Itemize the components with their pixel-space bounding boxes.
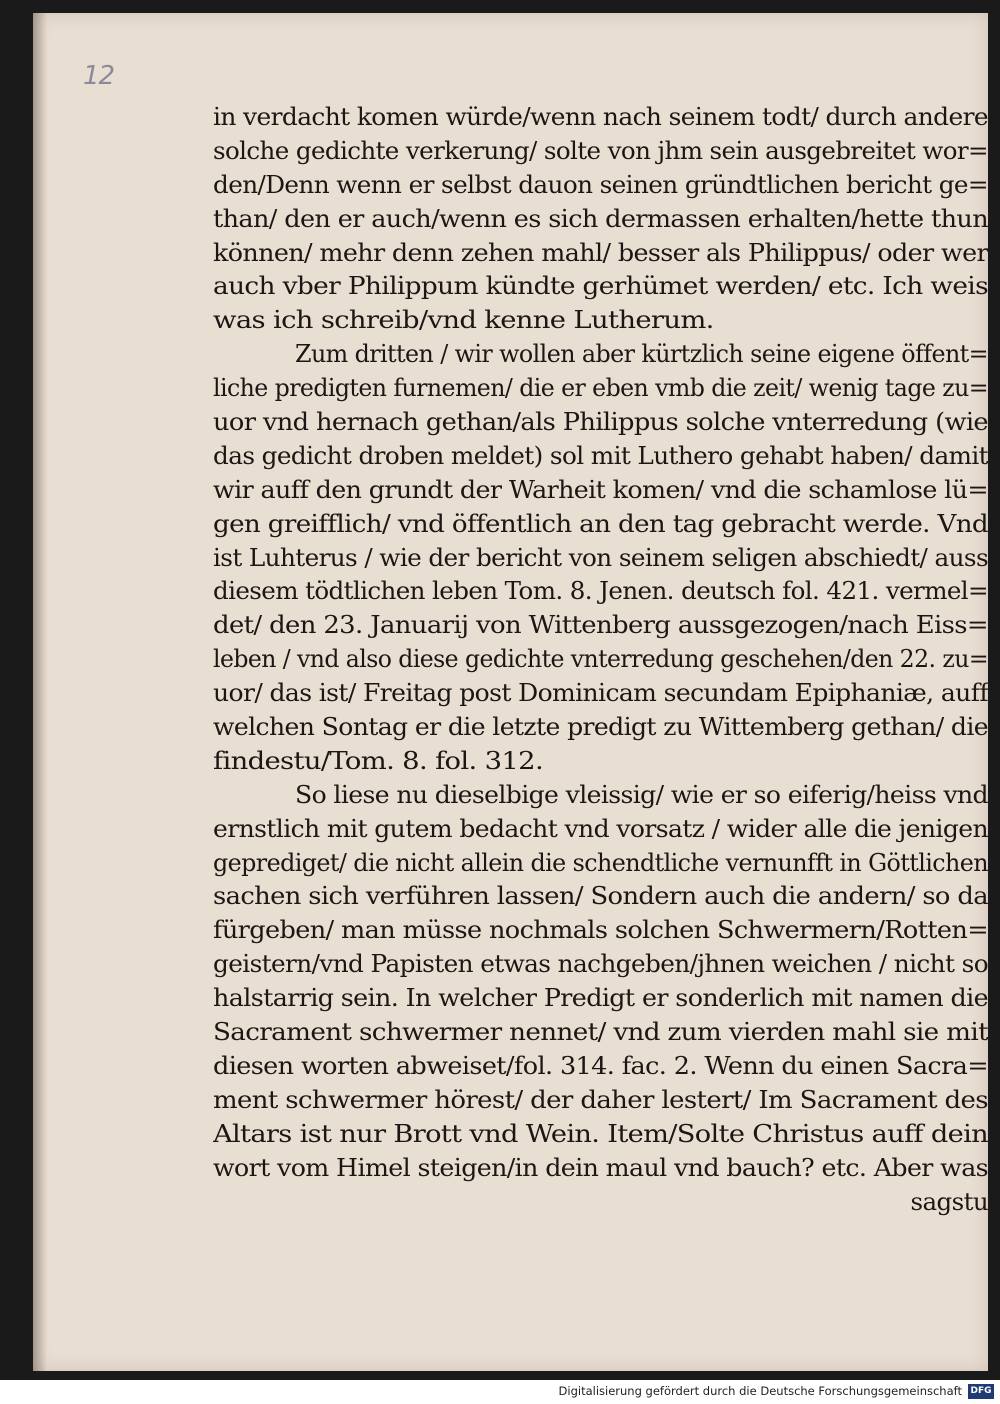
text-line: wort vom Himel steigen/in dein maul vnd bauch? etc. Aber was [213,1152,988,1182]
page-number: 12 [83,61,115,91]
text-line: Altars ist nur Brott vnd Wein. Item/Solte Christus auff dein [213,1118,988,1148]
text-line: halstarrig sein. In welcher Predigt er sonderlich mit namen die [213,983,988,1013]
footer [0,1380,1000,1404]
text-line: leben / vnd also diese gedichte vnterredung geschehen/den 22. zu= [213,644,988,674]
text-line: uor/ das ist/ Freitag post Dominicam secundam Epiphaniæ, auff [213,678,988,708]
text-line: Zum dritten / wir wollen aber kürtzlich seine eigene öffent= [295,339,988,369]
dfg-logo: DFG [968,1384,994,1399]
text-line: than/ den er auch/wenn es sich dermassen erhalten/hette thun [213,203,988,233]
text-line: welchen Sontag er die letzte predigt zu Wittemberg gethan/ die [213,712,988,742]
book-page [33,13,988,1371]
text-line: sachen sich verführen lassen/ Sondern auch die andern/ so da [213,881,988,911]
text-line: diesen worten abweiset/fol. 314. fac. 2. Wenn du einen Sacra= [213,1050,988,1080]
text-line: ment schwermer hörest/ der daher lestert/ Im Sacrament des [213,1084,988,1114]
text-line: det/ den 23. Januarij von Wittenberg aussgezogen/nach Eiss= [213,610,988,640]
text-line: ernstlich mit gutem bedacht vnd vorsatz / wider alle die jenigen [213,813,988,843]
text-line: geistern/vnd Papisten etwas nachgeben/jhnen weichen / nicht so [213,949,988,979]
page-gutter-shadow [33,13,47,1371]
text-block [213,100,988,1218]
text-line: gen greifflich/ vnd öffentlich an den tag gebracht werde. Vnd [213,508,988,538]
text-line: können/ mehr denn zehen mahl/ besser als Philippus/ oder wer [213,237,988,267]
text-line: das gedicht droben meldet) sol mit Luthero gehabt haben/ damit [213,440,988,470]
text-line: fürgeben/ man müsse nochmals solchen Schwermern/Rotten= [213,915,988,945]
catchword: sagstu [910,1186,988,1216]
text-line: liche predigten furnemen/ die er eben vmb die zeit/ wenig tage zu= [213,373,988,403]
text-line: solche gedichte verkerung/ solte von jhm sein ausgebreitet wor= [213,135,988,165]
text-line: diesem tödtlichen leben Tom. 8. Jenen. deutsch fol. 421. vermel= [213,576,988,606]
text-line: wir auff den grundt der Warheit komen/ vnd die schamlose lü= [213,474,988,504]
text-line: in verdacht komen würde/wenn nach seinem todt/ durch andere [213,102,988,131]
text-line: auch vber Philippum kündte gerhümet werden/ etc. Ich weis [213,271,988,301]
text-line: geprediget/ die nicht allein die schendtliche vernunfft in Göttlichen [213,847,988,877]
text-line: was ich schreib/vnd kenne Lutherum. [213,305,714,335]
text-line: So liese nu dieselbige vleissig/ wie er so eiferig/heiss vnd [295,779,988,809]
footer-credit: Digitalisierung gefördert durch die Deutsche Forschungsgemeinschaft [558,1384,962,1398]
text-line: findestu/Tom. 8. fol. 312. [213,745,544,775]
text-line: uor vnd hernach gethan/als Philippus solche vnterredung (wie [213,407,988,437]
text-line: den/Denn wenn er selbst dauon seinen gründtlichen bericht ge= [213,169,988,199]
text-line: ist Luhterus / wie der bericht von seinem seligen abschiedt/ auss [213,542,988,572]
text-line: Sacrament schwermer nennet/ vnd zum vierden mahl sie mit [213,1017,988,1047]
